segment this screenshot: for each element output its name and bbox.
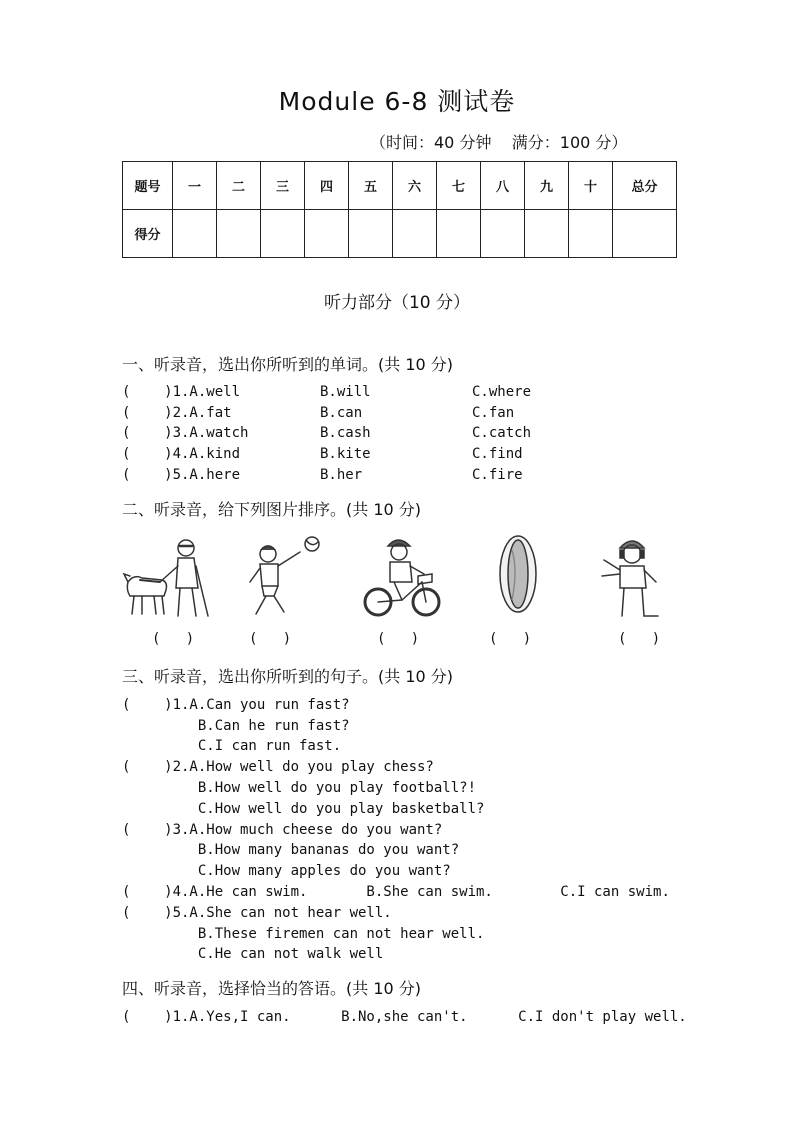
part3-line: ( )1.A.Can you run fast? bbox=[122, 697, 350, 713]
part2-heading: 二、听录音，给下列图片排序。(共 10 分) bbox=[122, 500, 422, 519]
score-cell: 三 bbox=[261, 162, 305, 210]
boy-with-headphones-picture bbox=[598, 530, 668, 620]
part3-line: ( )5.A.She can not hear well. bbox=[122, 905, 392, 921]
picture-answer-blank[interactable]: ( ) bbox=[152, 631, 195, 647]
score-entry-cell[interactable] bbox=[481, 210, 525, 258]
score-row-label: 得分 bbox=[123, 210, 173, 258]
blind-man-with-guide-dog-picture bbox=[120, 530, 216, 620]
part1-option-b: B.kite bbox=[320, 446, 371, 462]
score-cell: 题号 bbox=[123, 162, 173, 210]
part3-line: B.These firemen can not hear well. bbox=[122, 926, 485, 942]
picture-answer-blank[interactable]: ( ) bbox=[489, 631, 532, 647]
score-table-score-row bbox=[123, 210, 677, 258]
score-cell: 七 bbox=[437, 162, 481, 210]
score-entry-cell[interactable] bbox=[613, 210, 677, 258]
part3-line: C.How well do you play basketball? bbox=[122, 801, 485, 817]
part1-question: ( )1.A.well bbox=[122, 384, 241, 400]
score-entry-cell[interactable] bbox=[173, 210, 217, 258]
score-table-header-row bbox=[123, 162, 677, 210]
score-cell: 二 bbox=[217, 162, 261, 210]
score-cell: 总分 bbox=[613, 162, 677, 210]
part1-option-b: B.her bbox=[320, 467, 363, 483]
score-cell: 六 bbox=[393, 162, 437, 210]
page-title: Module 6-8 测试卷 bbox=[278, 87, 516, 116]
part3-line: C.How many apples do you want? bbox=[122, 863, 451, 879]
part1-option-b: B.can bbox=[320, 405, 363, 421]
score-cell: 九 bbox=[525, 162, 569, 210]
part3-line: ( )2.A.How well do you play chess? bbox=[122, 759, 434, 775]
picture-answer-blank[interactable]: ( ) bbox=[249, 631, 292, 647]
part3-line: B.How well do you play football?! bbox=[122, 780, 477, 796]
boy-throwing-ball-picture bbox=[238, 530, 328, 620]
part1-question: ( )2.A.fat bbox=[122, 405, 232, 421]
part1-heading: 一、听录音，选出你所听到的单词。(共 10 分) bbox=[122, 355, 454, 374]
score-table bbox=[122, 161, 677, 258]
part1-question: ( )4.A.kind bbox=[122, 446, 241, 462]
part4-heading: 四、听录音，选择恰当的答语。(共 10 分) bbox=[122, 979, 422, 998]
score-cell: 八 bbox=[481, 162, 525, 210]
part1-question: ( )5.A.here bbox=[122, 467, 241, 483]
part1-option-c: C.fire bbox=[472, 467, 523, 483]
part3-line: C.He can not walk well bbox=[122, 946, 384, 962]
picture-answer-blank[interactable]: ( ) bbox=[377, 631, 420, 647]
part1-option-b: B.cash bbox=[320, 425, 371, 441]
score-entry-cell[interactable] bbox=[305, 210, 349, 258]
part1-option-c: C.find bbox=[472, 446, 523, 462]
part4-line: ( )1.A.Yes,I can. B.No,she can't. C.I don't play well. bbox=[122, 1009, 687, 1025]
listening-section-title: 听力部分（10 分） bbox=[323, 293, 471, 313]
part3-heading: 三、听录音，选出你所听到的句子。(共 10 分) bbox=[122, 667, 454, 686]
score-cell: 十 bbox=[569, 162, 613, 210]
score-entry-cell[interactable] bbox=[525, 210, 569, 258]
score-entry-cell[interactable] bbox=[261, 210, 305, 258]
score-entry-cell[interactable] bbox=[437, 210, 481, 258]
score-cell: 四 bbox=[305, 162, 349, 210]
boy-riding-bike-picture bbox=[358, 530, 448, 620]
picture-answer-blank[interactable]: ( ) bbox=[618, 631, 661, 647]
score-entry-cell[interactable] bbox=[349, 210, 393, 258]
part1-option-c: C.fan bbox=[472, 405, 515, 421]
part1-option-c: C.catch bbox=[472, 425, 532, 441]
score-entry-cell[interactable] bbox=[393, 210, 437, 258]
exam-time-and-score: （时间：40 分钟 满分：100 分） bbox=[370, 133, 628, 152]
score-cell: 五 bbox=[349, 162, 393, 210]
hot-dog-picture bbox=[490, 530, 550, 620]
part3-line: ( )4.A.He can swim. B.She can swim. C.I can swim. bbox=[122, 884, 670, 900]
score-entry-cell[interactable] bbox=[569, 210, 613, 258]
part1-question: ( )3.A.watch bbox=[122, 425, 249, 441]
part1-option-c: C.where bbox=[472, 384, 532, 400]
score-cell: 一 bbox=[173, 162, 217, 210]
part3-line: B.How many bananas do you want? bbox=[122, 842, 460, 858]
score-entry-cell[interactable] bbox=[217, 210, 261, 258]
part3-line: ( )3.A.How much cheese do you want? bbox=[122, 822, 443, 838]
part3-line: C.I can run fast. bbox=[122, 738, 342, 754]
part1-option-b: B.will bbox=[320, 384, 371, 400]
part3-line: B.Can he run fast? bbox=[122, 718, 350, 734]
